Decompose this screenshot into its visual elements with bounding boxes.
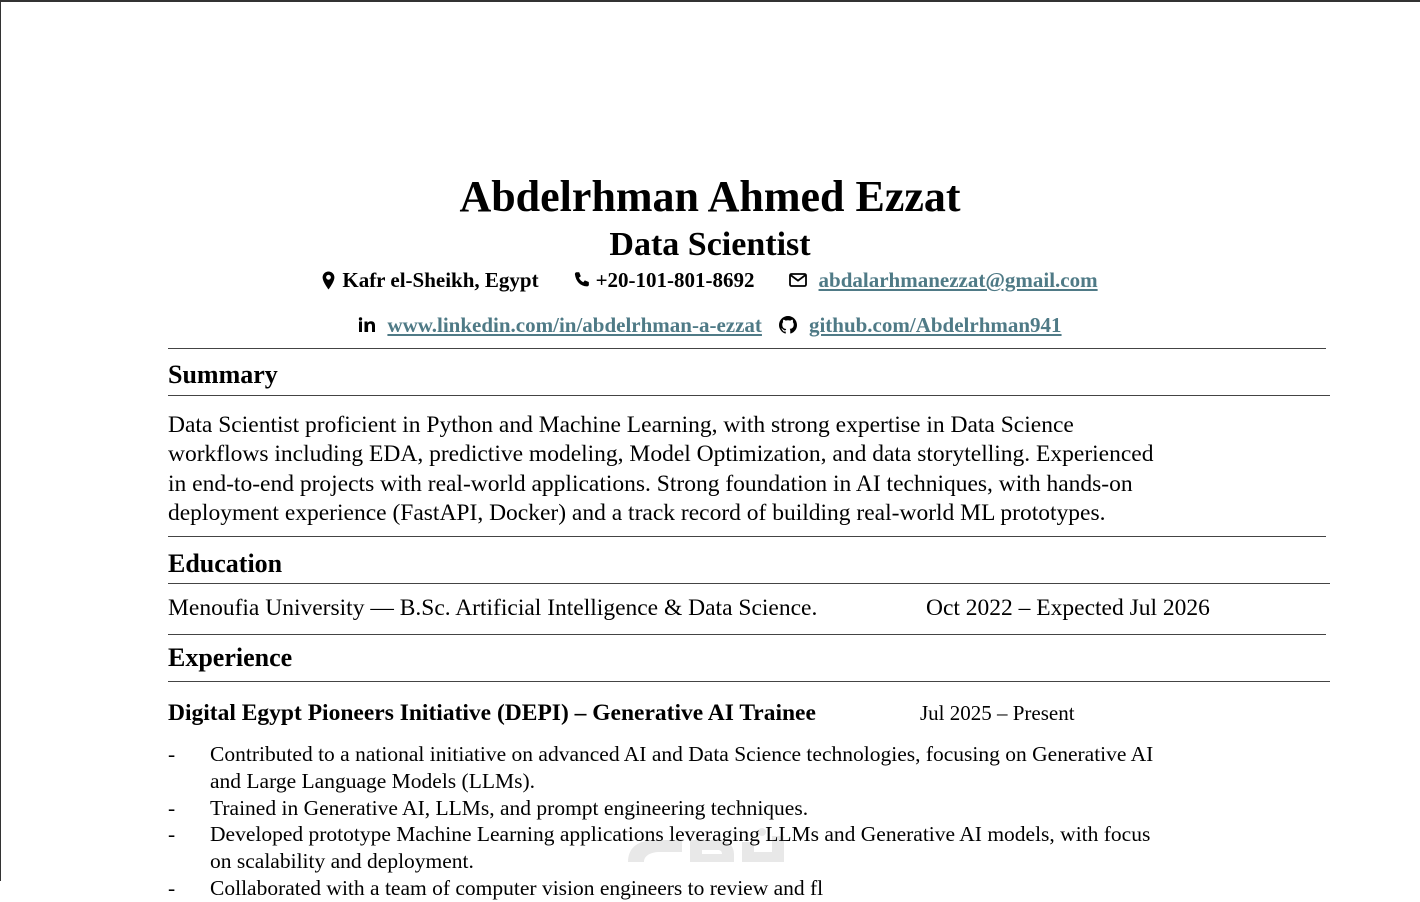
summary-line: deployment experience (FastAPI, Docker) and a track record of building real-world ML prototypes. [168, 499, 1106, 526]
summary-line: workflows including EDA, predictive modeling, Model Optimization, and data storytelling. Experienced [168, 441, 1154, 468]
email-item[interactable] [789, 266, 1098, 294]
bullet-line: Contributed to a national initiative on advanced AI and Data Science technologies, focusing on Generative AI [210, 742, 1154, 766]
list-item [168, 741, 1248, 795]
location-text: Kafr el-Sheikh, Egypt [342, 268, 539, 292]
summary-line: Data Scientist proficient in Python and Machine Learning, with strong expertise in Data Science [168, 412, 1074, 438]
linkedin-item[interactable] [358, 311, 762, 339]
job-title: Digital Egypt Pioneers Initiative (DEPI) – Generative AI Trainee [168, 700, 816, 726]
experience-heading: Experience [168, 643, 293, 672]
divider [168, 536, 1326, 537]
location-item [322, 266, 538, 294]
summary-line: in end-to-end projects with real-world applications. Strong foundation in AI techniques, with hands-on [168, 470, 1133, 497]
bullet-marker: - [168, 742, 176, 766]
education-dates: Oct 2022 – Expected Jul 2026 [926, 595, 1210, 621]
social-row [0, 311, 1420, 339]
divider [168, 681, 1330, 682]
candidate-name: Abdelrhman Ahmed Ezzat [459, 172, 961, 221]
linkedin-link[interactable]: www.linkedin.com/in/abdelrhman-a-ezzat [387, 313, 762, 337]
education-entry: Menoufia University — B.Sc. Artificial Intelligence & Data Science. [168, 595, 818, 621]
summary-heading: Summary [168, 360, 278, 389]
education-heading: Education [168, 549, 283, 578]
list-item [168, 875, 1248, 902]
map-pin-icon [322, 271, 335, 290]
bullet-marker: - [168, 795, 176, 820]
github-item[interactable] [779, 311, 1062, 339]
phone-item [573, 266, 755, 294]
bullet-line: on scalability and deployment. [210, 849, 474, 874]
divider [168, 348, 1326, 349]
github-icon [779, 316, 797, 334]
github-link[interactable]: github.com/Abdelrhman941 [808, 313, 1062, 337]
bullet-line: Trained in Generative AI, LLMs, and prompt engineering techniques. [210, 795, 809, 820]
bullet-marker: - [168, 822, 176, 847]
bullet-marker: - [168, 875, 176, 900]
watermark-logo [622, 826, 798, 868]
linkedin-icon [358, 317, 377, 333]
phone-icon [573, 271, 591, 289]
divider [168, 583, 1330, 584]
bullet-line: and Large Language Models (LLMs). [210, 768, 535, 793]
envelope-icon [789, 273, 807, 287]
phone-text: +20-101-801-8692 [595, 268, 755, 292]
job-dates: Jul 2025 – Present [920, 701, 1075, 725]
bullet-line: Developed prototype Machine Learning applications leveraging LLMs and Generative AI models, with focus [210, 822, 1151, 847]
job-bullets [168, 741, 1248, 902]
bullet-line: Collaborated with a team of computer vision engineers to review and fl [210, 875, 824, 900]
contact-row [0, 266, 1420, 294]
candidate-role: Data Scientist [609, 226, 811, 263]
summary-text [168, 411, 1258, 528]
email-link[interactable]: abdalarhmanezzat@gmail.com [818, 268, 1098, 292]
divider [168, 395, 1330, 396]
list-item [168, 795, 1248, 822]
divider [168, 634, 1326, 635]
